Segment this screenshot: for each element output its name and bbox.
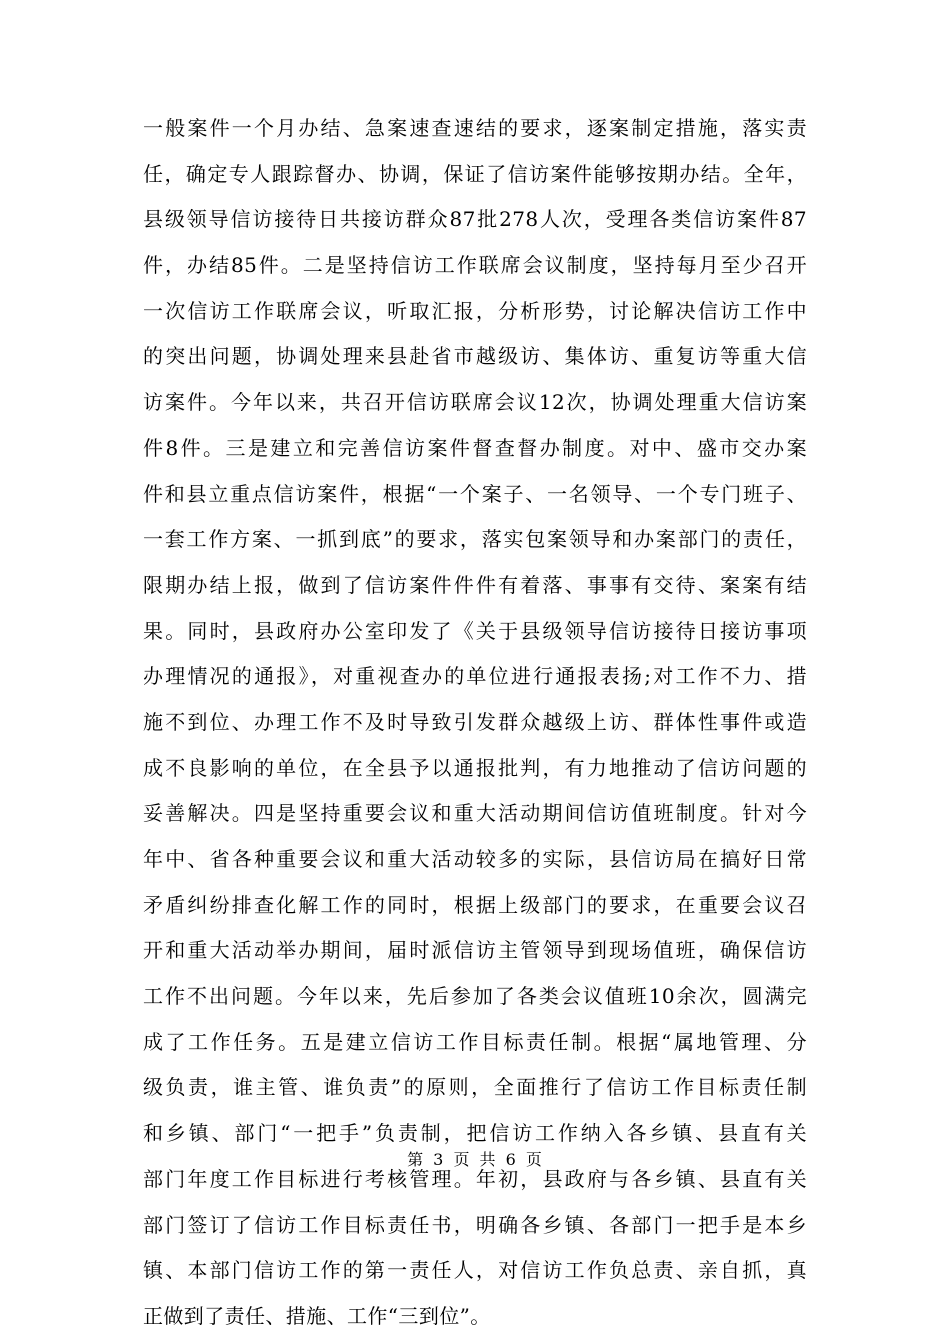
paragraph-line-10: 一套工作方案、一抓到底”的要求，落实包案领导和办案部门的责任， bbox=[143, 527, 807, 552]
paragraph-line-24: 部门年度工作目标进行考核管理。年初，县政府与各乡镇、县直有关 bbox=[143, 1166, 807, 1191]
paragraph-line-26: 镇、本部门信访工作的第一责任人，对信访工作负总责、亲自抓，真 bbox=[143, 1258, 807, 1283]
paragraph-line-7: 访案件。今年以来，共召开信访联席会议12次，协调处理重大信访案 bbox=[143, 390, 807, 415]
paragraph-line-12: 果。同时，县政府办公室印发了《关于县级领导信访接待日接访事项 bbox=[143, 618, 807, 643]
paragraph-line-18: 矛盾纠纷排查化解工作的同时，根据上级部门的要求，在重要会议召 bbox=[143, 892, 807, 917]
paragraph-line-27: 正做到了责任、措施、工作“三到位”。 bbox=[143, 1303, 491, 1328]
paragraph-line-13: 办理情况的通报》，对重视查办的单位进行通报表扬;对工作不力、措 bbox=[143, 664, 807, 689]
paragraph-line-22: 级负责，谁主管、谁负责”的原则，全面推行了信访工作目标责任制 bbox=[143, 1075, 807, 1100]
paragraph-line-23: 和乡镇、部门“一把手”负责制，把信访工作纳入各乡镇、县直有关 bbox=[143, 1121, 807, 1146]
paragraph-line-19: 开和重大活动举办期间，届时派信访主管领导到现场值班，确保信访 bbox=[143, 938, 807, 963]
paragraph-line-16: 妥善解决。四是坚持重要会议和重大活动期间信访值班制度。针对今 bbox=[143, 801, 807, 826]
paragraph-line-2: 任，确定专人跟踪督办、协调，保证了信访案件能够按期办结。全年， bbox=[143, 161, 807, 186]
paragraph-line-9: 件和县立重点信访案件，根据“一个案子、一名领导、一个专门班子、 bbox=[143, 481, 807, 506]
paragraph-line-3: 县级领导信访接待日共接访群众87批278人次，受理各类信访案件87 bbox=[143, 207, 807, 232]
paragraph-line-4: 件，办结85件。二是坚持信访工作联席会议制度，坚持每月至少召开 bbox=[143, 253, 807, 278]
paragraph-line-11: 限期办结上报，做到了信访案件件件有着落、事事有交待、案案有结 bbox=[143, 572, 807, 597]
paragraph-line-6: 的突出问题，协调处理来县赴省市越级访、集体访、重复访等重大信 bbox=[143, 344, 807, 369]
paragraph-line-5: 一次信访工作联席会议，听取汇报，分析形势，讨论解决信访工作中 bbox=[143, 298, 807, 323]
paragraph-line-20: 工作不出问题。今年以来，先后参加了各类会议值班10余次，圆满完 bbox=[143, 984, 807, 1009]
paragraph-line-14: 施不到位、办理工作不及时导致引发群众越级上访、群体性事件或造 bbox=[143, 709, 807, 734]
paragraph-line-15: 成不良影响的单位，在全县予以通报批判，有力地推动了信访问题的 bbox=[143, 755, 807, 780]
paragraph-line-1: 一般案件一个月办结、急案速查速结的要求，逐案制定措施，落实责 bbox=[143, 116, 807, 140]
paragraph-line-25: 部门签订了信访工作目标责任书，明确各乡镇、各部门一把手是本乡 bbox=[143, 1212, 807, 1237]
paragraph-line-17: 年中、省各种重要会议和重大活动较多的实际，县信访局在搞好日常 bbox=[143, 847, 807, 871]
page-footer: 第 3 页 共 6 页 bbox=[407, 1150, 543, 1169]
paragraph-line-8: 件8件。三是建立和完善信访案件督查督办制度。对中、盛市交办案 bbox=[143, 435, 807, 460]
paragraph-line-21: 成了工作任务。五是建立信访工作目标责任制。根据“属地管理、分 bbox=[143, 1029, 807, 1054]
